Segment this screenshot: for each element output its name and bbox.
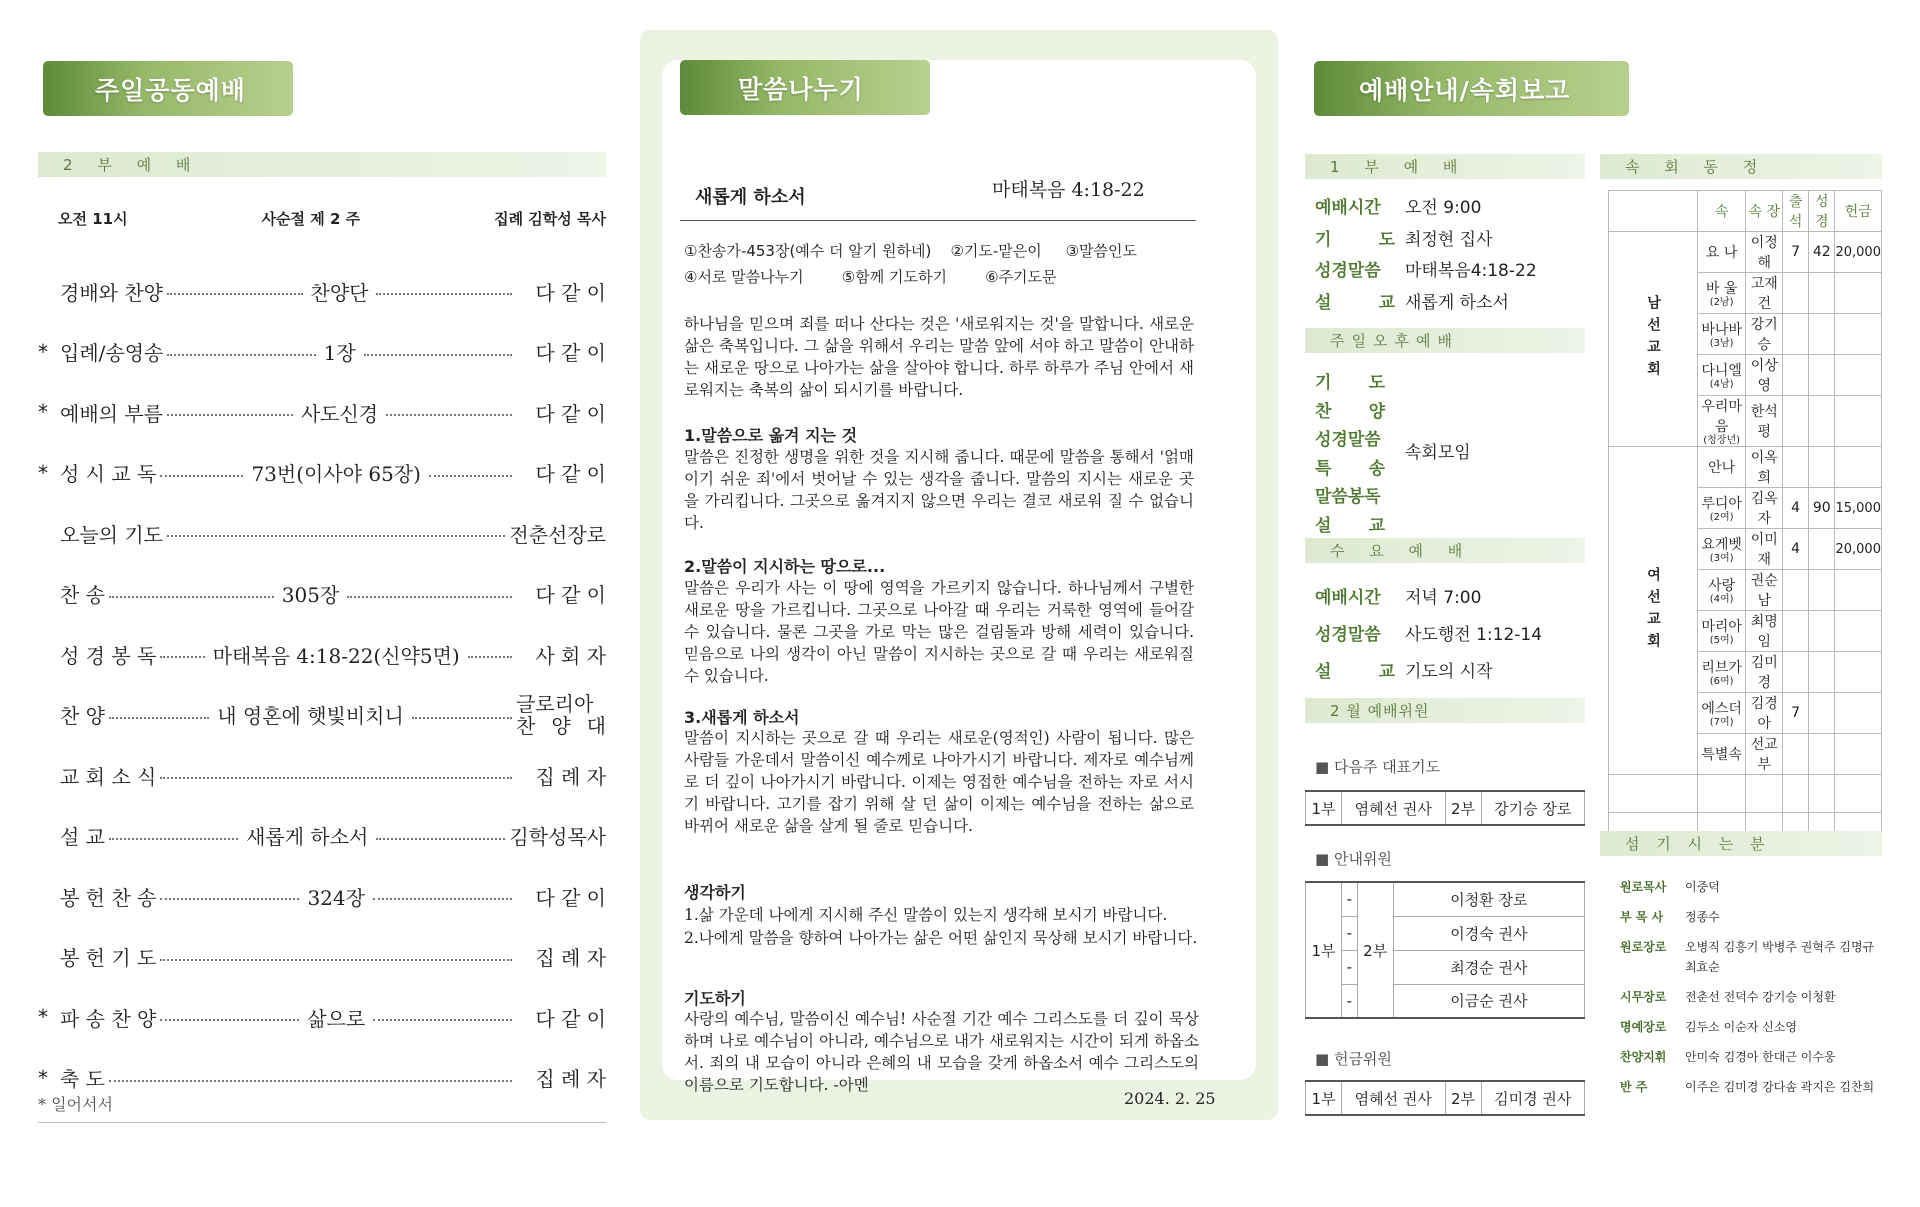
- cell-att: 4: [1783, 488, 1809, 529]
- section-1bu-heading: 1 부 예 배: [1305, 154, 1585, 179]
- cell-bible: [1808, 611, 1834, 652]
- guide-cell: 이금순 권사: [1393, 984, 1584, 1018]
- point-3-text: 말씀이 지시하는 곳으로 갈 때 우리는 새로운(영적인) 사람이 됩니다. 많은 사람들 가운데서 말씀이신 예수께로 나아가시기 바랍니다. 제자로 예수님께로 더 깊이 나아가시기 바랍니다. 이제는 영접한 예수님을 전하는 자로 서시기 바랍니다. 고기를 잡기 위해 살 던 삶이 이제는 예수님을 전하는 삶으로 바뀌어 새로운 삶을 살게 될 줄로 믿습니다.: [684, 729, 1194, 835]
- sermon-card: [662, 60, 1256, 1094]
- stand-mark: *: [38, 339, 48, 364]
- service-info: [58, 208, 606, 229]
- guide-cell: -: [1342, 984, 1358, 1018]
- stand-mark: *: [38, 1005, 48, 1029]
- cell-name: [1698, 611, 1746, 652]
- worship-banner: 주일공동예배: [43, 61, 293, 116]
- cell-bible: [1808, 652, 1834, 693]
- cell-name-text: 마리아: [1701, 619, 1742, 635]
- cell-money: [1835, 652, 1882, 693]
- cell-name-text: 루디아: [1701, 496, 1742, 512]
- cell-name-sub: (3여): [1709, 553, 1734, 564]
- cell-att: [1783, 355, 1809, 396]
- order-row: [38, 574, 606, 614]
- worship-guide-panel: [1305, 58, 1590, 1118]
- women-group-label: 여선교회: [1609, 447, 1698, 775]
- order-item-name: 교 회 소 식: [60, 764, 157, 789]
- cell-leader: 한석평: [1746, 396, 1783, 447]
- cell-money: [1835, 355, 1882, 396]
- men-group-label: 남선교회: [1609, 232, 1698, 447]
- cell-name-text: 우리마음: [1701, 399, 1742, 435]
- leader-dots: [429, 475, 512, 477]
- cell-bible: [1808, 396, 1834, 447]
- guide-banner: 예배안내/속회보고: [1314, 61, 1629, 116]
- order-row: [38, 816, 606, 856]
- servant-names: 전춘선 전덕수 강기승 이청환: [1685, 990, 1836, 1004]
- order-item-detail: 삶으로: [307, 1006, 366, 1031]
- cell-bible: [1808, 273, 1834, 314]
- offer-cell: 염혜선 권사: [1342, 1081, 1446, 1115]
- servant-names: 이중덕: [1685, 880, 1720, 894]
- leader-dots: [167, 535, 505, 537]
- cell-name-sub: (2여): [1709, 512, 1734, 523]
- cell-bible: [1808, 447, 1834, 488]
- cell-bible: [1808, 734, 1834, 775]
- cell-att: [1783, 734, 1809, 775]
- sermon-sharing-panel: [640, 30, 1278, 1120]
- order-item-detail: 73번(이사야 65장): [251, 462, 421, 486]
- cell-bible: [1808, 570, 1834, 611]
- order-item-name: 봉 헌 기 도: [60, 946, 157, 970]
- afternoon-label: 성경말씀: [1315, 430, 1381, 450]
- cell-bible: [1808, 355, 1834, 396]
- cell-leader: 김경아: [1746, 693, 1783, 734]
- cell-att: [1783, 652, 1809, 693]
- order-item-leader: 집 례 자: [535, 946, 606, 970]
- cell-money: [1835, 273, 1882, 314]
- order-item-name: 오늘의 기도: [60, 522, 163, 547]
- leader-dots: [373, 898, 512, 900]
- order-line-2: ④서로 말씀나누기 ⑤함께 기도하기 ⑥주기도문: [684, 268, 1057, 286]
- order-row: [38, 691, 607, 738]
- cell-name-sub: (5여): [1709, 635, 1734, 646]
- reflect-2: 2.나에게 말씀을 향하여 나아가는 삶은 어떤 삶인지 묵상해 보시기 바랍니다.: [684, 929, 1198, 947]
- leader-dots: [109, 838, 238, 840]
- row-label: 예배시간: [1315, 588, 1381, 608]
- row-value: 최정현 집사: [1405, 229, 1493, 250]
- order-item-detail: 찬양단: [310, 280, 369, 305]
- section-afternoon-heading: 주일오후예배: [1305, 328, 1585, 353]
- row-value: 사도행전 1:12-14: [1405, 625, 1543, 645]
- leader-dots: [376, 838, 505, 840]
- cell-name-sub: (6여): [1709, 676, 1734, 687]
- leader-dots: [364, 354, 512, 356]
- cell-money: 15,000: [1835, 488, 1882, 529]
- empty-cell: [1783, 775, 1809, 813]
- cell-att: 7: [1783, 232, 1809, 273]
- cell-bible: [1808, 693, 1834, 734]
- cell-name: [1698, 488, 1746, 529]
- row-value: 오전 9:00: [1405, 198, 1482, 218]
- cell-name: [1698, 734, 1746, 775]
- guide-cell: 이경숙 권사: [1393, 916, 1584, 950]
- empty-cell: [1698, 775, 1746, 813]
- order-line-1: ①찬송가-453장(예수 더 알기 원하네) ②기도-맡은이 ③말씀인도: [684, 242, 1138, 260]
- servant-row: [1620, 938, 1882, 955]
- servant-role: 반 주: [1620, 1080, 1648, 1094]
- cell-name: [1698, 232, 1746, 273]
- afternoon-label: 말씀봉독: [1315, 487, 1381, 507]
- cell-report-heading: 속 회 동 정: [1600, 154, 1882, 179]
- cell-bible: [1808, 529, 1834, 570]
- order-item-name: 예배의 부름: [60, 401, 163, 426]
- prayer-cell: 1부: [1306, 791, 1342, 825]
- section-2bu-heading: 2 부 예 배: [38, 152, 606, 177]
- servant-row: [1620, 988, 1882, 1005]
- prayer-cell: 염혜선 권사: [1342, 791, 1446, 825]
- cell-name: [1698, 693, 1746, 734]
- cell-money: [1835, 693, 1882, 734]
- empty-cell: [1808, 775, 1834, 813]
- order-item-leader: 다 같 이: [535, 583, 606, 607]
- afternoon-label: 찬 양: [1315, 401, 1385, 422]
- order-row: [38, 453, 606, 493]
- order-item-leader: 집 례 자: [535, 1067, 606, 1091]
- cell-money: [1835, 447, 1882, 488]
- cell-row: [1609, 447, 1882, 488]
- cell-bible: 42: [1808, 232, 1834, 273]
- cell-leader: 이옥희: [1746, 447, 1783, 488]
- prayer-heading: 기도하기: [684, 989, 746, 1008]
- intro-paragraph: 하나님을 믿으며 죄를 떠나 산다는 것은 '새로워지는 것'을 말합니다. 새로운 삶은 축복입니다. 그 삶을 위해서 우리는 말씀 앞에 서야 하고 말씀이 안내하는 새로운 땅으로 나아가는 삶을 살아야 합니다. 하루 하루가 주님 안에서 새로워지는 축복의 삶이 되시기를 바랍니다.: [684, 315, 1194, 399]
- order-item-name: 입례/송영송: [60, 341, 164, 365]
- cell-leader: 이미재: [1746, 529, 1783, 570]
- guide-table: [1305, 881, 1585, 1019]
- leader-dots: [386, 414, 512, 416]
- column-header: 성경: [1808, 191, 1834, 232]
- servant-role: 시무장로: [1620, 990, 1667, 1004]
- cell-name: [1698, 652, 1746, 693]
- sermon-title: 새롭게 하소서: [695, 187, 806, 208]
- order-item-leader: 김학성목사: [509, 825, 607, 849]
- stand-mark: *: [38, 1065, 48, 1090]
- cell-name-text: 사랑: [1708, 578, 1736, 594]
- reflect-1: 1.삶 가운데 나에게 지시해 주신 말씀이 있는지 생각해 보시기 바랍니다.: [684, 906, 1168, 924]
- cell-name: [1698, 529, 1746, 570]
- leader-dots: [468, 656, 512, 658]
- order-row: [38, 271, 606, 311]
- order-item-name: 성 시 교 독: [60, 462, 157, 486]
- row-label: 설 교: [1315, 662, 1395, 682]
- cell-att: [1783, 396, 1809, 447]
- order-item-name: 찬 송: [60, 583, 105, 607]
- order-item-leader: 글로리아 찬 양 대: [516, 691, 607, 738]
- order-item-leader: 다 같 이: [535, 1006, 607, 1031]
- cell-att: 4: [1783, 529, 1809, 570]
- order-item-detail: 마태복음 4:18-22(신약5면): [212, 643, 460, 668]
- cell-leader: 김옥자: [1746, 488, 1783, 529]
- bulletin-date: 2024. 2. 25: [1124, 1089, 1216, 1108]
- cell-name-text: 요 나: [1705, 245, 1738, 261]
- cell-money: [1835, 570, 1882, 611]
- offer-cell: 2부: [1445, 1081, 1481, 1115]
- leader-dots: [347, 596, 512, 598]
- cell-money: [1835, 314, 1882, 355]
- order-row: [38, 332, 606, 372]
- cell-att: [1783, 570, 1809, 611]
- offering-title: ■ 헌금위원: [1315, 1048, 1392, 1069]
- order-item-name: 설 교: [60, 825, 105, 849]
- servant-role: 명예장로: [1620, 1020, 1667, 1034]
- afternoon-label: 특 송: [1315, 458, 1385, 479]
- divider: [38, 1122, 606, 1123]
- servant-row: [1620, 878, 1882, 895]
- cell-name: [1698, 447, 1746, 488]
- cell-name-text: 리브가: [1701, 660, 1742, 676]
- sermon-banner: 말씀나누기: [680, 60, 930, 115]
- leader-dots: [160, 898, 299, 900]
- afternoon-label: 설 교: [1315, 515, 1385, 536]
- section-committee-heading: 2 월 예배위원: [1305, 698, 1585, 723]
- cell-name: [1698, 570, 1746, 611]
- empty-cell: [1746, 775, 1783, 813]
- row-value: 기도의 시작: [1405, 662, 1493, 682]
- cell-att: [1783, 447, 1809, 488]
- order-item-name: 축 도: [60, 1067, 105, 1091]
- next-prayer-table: [1305, 790, 1585, 826]
- afternoon-label: 기 도: [1315, 373, 1385, 393]
- order-item-detail: 내 영혼에 햇빛비치니: [217, 704, 404, 728]
- servant-row: [1620, 1078, 1882, 1095]
- cell-name-sub: (청장년): [1703, 435, 1741, 446]
- leader-dots: [160, 656, 204, 658]
- leader-dots: [167, 414, 293, 416]
- column-header: 헌금: [1835, 191, 1882, 232]
- cell-name-sub: (2남): [1709, 297, 1734, 308]
- cell-name: [1698, 355, 1746, 396]
- order-row: [38, 755, 606, 795]
- leader-dots: [109, 1080, 512, 1082]
- column-header: 속 장: [1746, 191, 1783, 232]
- servant-names: 김두소 이순자 신소영: [1685, 1020, 1797, 1034]
- service-leader: 집례 김학성 목사: [494, 210, 606, 228]
- cell-name: [1698, 314, 1746, 355]
- order-item-name: 찬 양: [60, 704, 105, 728]
- cell-name-sub: (3남): [1709, 338, 1734, 349]
- guide-1bu-label: 1부: [1306, 882, 1342, 1018]
- prayer-cell: 2부: [1445, 791, 1481, 825]
- servant-role: 부 목 사: [1620, 910, 1664, 924]
- order-item-detail: 305장: [281, 583, 340, 607]
- order-item-leader: 다 같 이: [535, 885, 607, 910]
- cell-name-text: 바나바: [1701, 322, 1742, 338]
- offer-cell: 1부: [1306, 1081, 1342, 1115]
- cell-name-text: 바 울: [1705, 281, 1738, 297]
- next-prayer-title: ■ 다음주 대표기도: [1315, 756, 1440, 777]
- order-row: [38, 634, 606, 674]
- service-season: 사순절 제 2 주: [261, 210, 361, 228]
- afternoon-value: 속회모임: [1405, 443, 1471, 463]
- cell-money: 20,000: [1835, 529, 1882, 570]
- worship-order-panel: [38, 58, 606, 1128]
- column-header: 속: [1698, 191, 1746, 232]
- order-item-name: 경배와 찬양: [60, 280, 163, 305]
- cell-name-sub: (4여): [1709, 594, 1734, 605]
- servant-role: 원로목사: [1620, 880, 1667, 894]
- cell-report-table: [1608, 190, 1882, 851]
- servant-row: [1620, 908, 1882, 925]
- column-header: 출석: [1783, 191, 1809, 232]
- point-2-heading: 2.말씀이 지시하는 땅으로...: [684, 557, 886, 576]
- stand-mark: *: [38, 400, 48, 424]
- empty-row: [1609, 775, 1882, 813]
- cell-name-text: 요게벳: [1701, 537, 1742, 553]
- reflect-heading: 생각하기: [684, 883, 746, 902]
- cell-leader: 이상영: [1746, 355, 1783, 396]
- leader-dots: [160, 959, 512, 961]
- leader-dots: [373, 1019, 512, 1021]
- servant-names: 최효순: [1685, 960, 1720, 974]
- cell-att: [1783, 273, 1809, 314]
- order-item-leader: 사 회 자: [535, 643, 606, 668]
- order-row: [38, 997, 606, 1037]
- offer-cell: 김미경 권사: [1481, 1081, 1585, 1115]
- cell-money: [1835, 734, 1882, 775]
- leader-dots: [376, 293, 512, 295]
- row-value: 마태복음4:18-22: [1405, 261, 1537, 281]
- order-row: [38, 513, 606, 553]
- cell-name-text: 안나: [1708, 460, 1736, 476]
- leader-dots: [167, 354, 315, 356]
- group-header: [1609, 191, 1698, 232]
- guide-cell: -: [1342, 950, 1358, 984]
- servant-names: 안미숙 김경아 한대근 이수웅: [1685, 1050, 1836, 1064]
- cell-leader: 권순남: [1746, 570, 1783, 611]
- prayer-text: 사랑의 예수님, 말씀이신 예수님! 사순절 기간 예수 그리스도를 더 깊이 묵상하며 나로 예수님이 아니라, 예수님으로 내가 새로워지는 시간이 되게 하옵소서. 죄의 내 모습이 아니라 은혜의 내 모습을 갖게 하옵소서 예수 그리스도의 이름으로 기도합니다. -아멘: [684, 1010, 1199, 1094]
- point-3-heading: 3.새롭게 하소서: [684, 708, 800, 727]
- leader-dots: [160, 777, 512, 779]
- row-value: 새롭게 하소서: [1405, 292, 1509, 313]
- row-label: 성경말씀: [1315, 261, 1381, 281]
- order-item-detail: 사도신경: [300, 401, 379, 426]
- servants-heading: 섬 기 시 는 분: [1600, 831, 1882, 856]
- order-item-leader: 전춘선장로: [509, 522, 606, 547]
- leader-dots: [160, 475, 243, 477]
- order-item-detail: 324장: [307, 885, 365, 910]
- cell-name-text: 특별속: [1701, 747, 1742, 763]
- order-row: [38, 392, 606, 432]
- servant-row: [1620, 1018, 1882, 1035]
- guide-title: ■ 안내위원: [1315, 848, 1392, 869]
- cell-leader: 김미경: [1746, 652, 1783, 693]
- service-time: 오전 11시: [58, 210, 128, 228]
- cell-leader: 고재건: [1746, 273, 1783, 314]
- point-2-text: 말씀은 우리가 사는 이 땅에 영역을 가르키지 않습니다. 하나님께서 구별한 새로운 땅을 가르킵니다. 그곳으로 나아갈 때 우리는 거룩한 영역에 들어갈 수 있습니다. 물론 그곳을 가로 막는 많은 걸림돌과 방해 세력이 있습니다. 믿음으로 나의 생각이 아닌 말씀이 지시하는 곳으로 갈 때 우리는 새로워질 수 있습니다.: [684, 579, 1194, 685]
- order-item-leader: 다 같 이: [535, 341, 607, 365]
- leader-dots: [109, 717, 209, 719]
- cell-leader: 최명임: [1746, 611, 1783, 652]
- row-label: 기 도: [1315, 229, 1395, 250]
- point-1-heading: 1.말씀으로 옮겨 지는 것: [684, 426, 858, 445]
- order-item-detail: 새롭게 하소서: [246, 825, 369, 849]
- cell-name: [1698, 396, 1746, 447]
- guide-2bu-label: 2부: [1357, 882, 1393, 1018]
- order-item-leader: 다 같 이: [535, 401, 606, 426]
- order-row: [38, 937, 606, 977]
- servant-names: 오병직 김흥기 박병주 권혁주 김명규: [1685, 940, 1875, 954]
- scripture-ref: 마태복음 4:18-22: [992, 179, 1145, 201]
- guide-cell: -: [1342, 882, 1358, 916]
- order-item-detail: 1장: [323, 341, 356, 365]
- servant-role: 원로장로: [1620, 940, 1667, 954]
- guide-cell: 이청환 장로: [1393, 882, 1584, 916]
- cell-name-sub: (4남): [1709, 379, 1734, 390]
- stand-mark: *: [38, 460, 48, 485]
- point-1-text: 말씀은 진정한 생명을 위한 것을 지시해 줍니다. 때문에 말씀을 통해서 '얽매이기 쉬운 죄'에서 벗어날 수 있는 생각을 줍니다. 말씀의 지시는 새로운 곳을 가리킵니다. 그곳으로 옮겨지지 않으면 우리는 결코 새로워 질 수 없습니다.: [684, 448, 1194, 532]
- cell-money: [1835, 396, 1882, 447]
- cell-name: [1698, 273, 1746, 314]
- leader-dots: [160, 1019, 299, 1021]
- row-label: 예배시간: [1315, 198, 1381, 218]
- servant-row: [1620, 958, 1882, 975]
- row-label: 설 교: [1315, 292, 1395, 313]
- cell-leader: 선교부: [1746, 734, 1783, 775]
- cell-money: [1835, 611, 1882, 652]
- leader-dots: [109, 596, 274, 598]
- guide-cell: 최경순 권사: [1393, 950, 1584, 984]
- order-item-name: 성 경 봉 독: [60, 643, 157, 668]
- title-divider: [680, 220, 1196, 221]
- cell-bible: [1808, 314, 1834, 355]
- offering-table: [1305, 1080, 1585, 1116]
- empty-cell: [1609, 775, 1698, 813]
- cell-att: [1783, 611, 1809, 652]
- cell-row: [1609, 232, 1882, 273]
- cell-att: [1783, 314, 1809, 355]
- cell-name-text: 다니엘: [1701, 363, 1742, 379]
- leader-dots: [167, 293, 303, 295]
- order-row: [38, 876, 606, 916]
- cell-att: 7: [1783, 693, 1809, 734]
- order-item-leader: 다 같 이: [535, 280, 606, 305]
- cell-leader: 이정해: [1746, 232, 1783, 273]
- prayer-cell: 강기승 장로: [1481, 791, 1585, 825]
- cell-name-text: 에스더: [1701, 701, 1742, 717]
- guide-cell: -: [1342, 916, 1358, 950]
- servant-role: 찬양지휘: [1620, 1050, 1667, 1064]
- order-row: [38, 1058, 606, 1098]
- servant-row: [1620, 1048, 1882, 1065]
- servant-names: 이주은 김미경 강다솜 곽지은 김찬희: [1685, 1080, 1875, 1094]
- row-label: 성경말씀: [1315, 625, 1381, 645]
- cell-name-sub: (7여): [1709, 717, 1734, 728]
- section-wednesday-heading: 수 요 예 배: [1305, 538, 1585, 563]
- leader-dots: [412, 717, 512, 719]
- order-item-name: 파 송 찬 양: [60, 1006, 157, 1031]
- row-value: 저녁 7:00: [1405, 588, 1482, 608]
- cell-bible: 90: [1808, 488, 1834, 529]
- empty-cell: [1835, 775, 1882, 813]
- standing-note: * 일어서서: [38, 1095, 113, 1114]
- order-item-leader: 집 례 자: [535, 764, 606, 789]
- order-item-leader: 다 같 이: [535, 462, 607, 486]
- cell-report-panel: [1600, 58, 1882, 1128]
- cell-money: 20,000: [1835, 232, 1882, 273]
- cell-leader: 강기승: [1746, 314, 1783, 355]
- order-item-name: 봉 헌 찬 송: [60, 885, 157, 910]
- servant-names: 정종수: [1685, 910, 1720, 924]
